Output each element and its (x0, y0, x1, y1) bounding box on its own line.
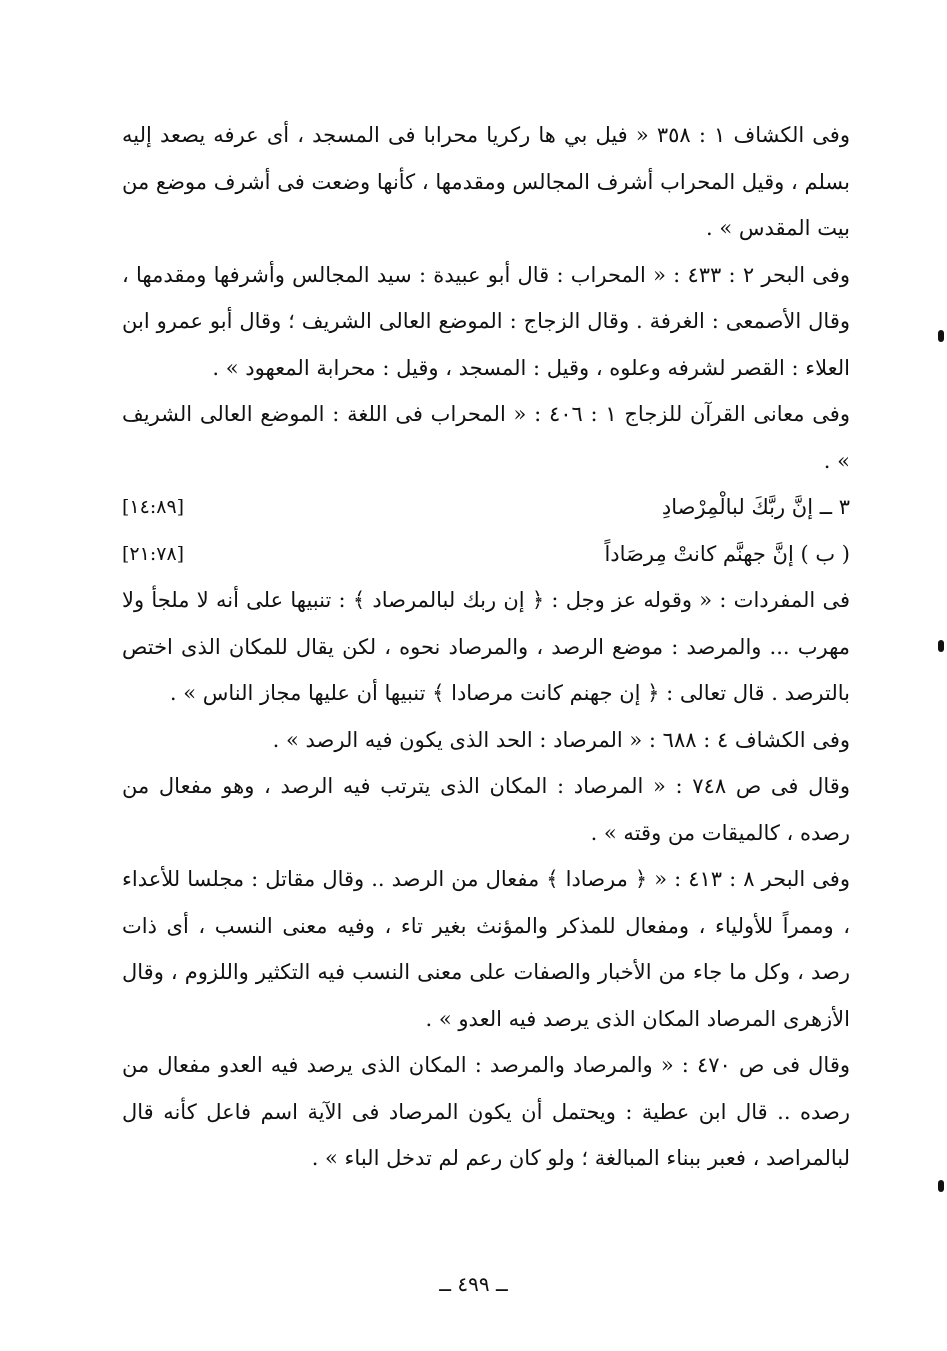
page-number: ــ ٤٩٩ ــ (439, 1272, 508, 1296)
edge-mark (938, 640, 944, 652)
paragraph-page-470: وقال فى ص ٤٧٠ : « والمرصاد والمرصد : المكان الذى يرصد فيه العدو مفعال من رصده .. قال ابن عطية : ويحتمل أن يكون المرصاد فى الآية اسم فاعل كأنه قال لبالمراصد ، فعبر ببناء المبالغة ؛ ولو كان رعم لم تدخل الباء » . (122, 1053, 850, 1170)
verse-text: ( ب ) إنَّ جهنَّم كانتْ مِرصَاداً (604, 541, 850, 566)
paragraph-bahr-2: وفى البحر ٨ : ٤١٣ : « ﴿ مرصادا ﴾ مفعال من الرصد .. وقال مقاتل : مجلسا للأعداء ، وممراً للأولياء ، ومفعال للمذكر والمؤنث بغير تاء ، وفيه معنى النسب ، أى ذات رصد ، وكل ما جاء من الأخبار والصفات على معنى النسب فيه التكثير واللزوم ، وقال الأزهرى المرصاد المكان الذى يرصد فيه العدو » . (122, 867, 850, 1031)
verse-text: ٣ ــ إنَّ ربَّكَ لبالْمِرْصادِ (661, 495, 850, 519)
verse-row (122, 484, 850, 531)
paragraph-zajjaj: وفى معانى القرآن للزجاج ١ : ٤٠٦ : « المحراب فى اللغة : الموضع العالى الشريف » . (122, 402, 850, 473)
verse-row (122, 531, 850, 578)
verse-reference: [٢١:٧٨] (122, 542, 185, 565)
verse-reference: [١٤:٨٩] (122, 496, 185, 518)
edge-mark (938, 330, 944, 342)
paragraph-kashshaf: وفى الكشاف ١ : ٣٥٨ « فيل بي ها ركريا محرابا فى المسجد ، أى عرفه يصعد إليه بسلم ، وقيل المحراب أشرف المجالس ومقدمها ، كأنها وضعت فى أشرف موضع من بيت المقدس » . (122, 123, 850, 240)
paragraph-page-748: وقال فى ص ٧٤٨ : « المرصاد : المكان الذى يترتب فيه الرصد ، وهو مفعال من رصده ، كالميقات من وقته » . (122, 774, 850, 845)
body-text (122, 112, 850, 1182)
paragraph-mufradat: فى المفردات : « وقوله عز وجل : ﴿ إن ربك لبالمرصاد ﴾ : تنبيها على أنه لا ملجأ ولا مهرب ... والمرصد : موضع الرصد ، والمرصاد نحوه ، لكن يقال للمكان الذى اختص بالترصد . قال تعالى : ﴿ إن جهنم كانت مرصادا ﴾ تنبيها أن عليها مجاز الناس » . (122, 588, 850, 705)
paragraph-bahr: وفى البحر ٢ : ٤٣٣ : « المحراب : قال أبو عبيدة : سيد المجالس وأشرفها ومقدمها ، وقال الأصمعى : الغرفة . وقال الزجاج : الموضع العالى الشريف ؛ وقال أبو عمرو ابن العلاء : القصر لشرفه وعلوه ، وقيل : المسجد ، وقيل : محرابة المعهود » . (122, 262, 850, 380)
paragraph-kashshaf-2: وفى الكشاف ٤ : ٦٨٨ : « المرصاد : الحد الذى يكون فيه الرصد » . (272, 727, 850, 752)
edge-mark (938, 1180, 944, 1192)
